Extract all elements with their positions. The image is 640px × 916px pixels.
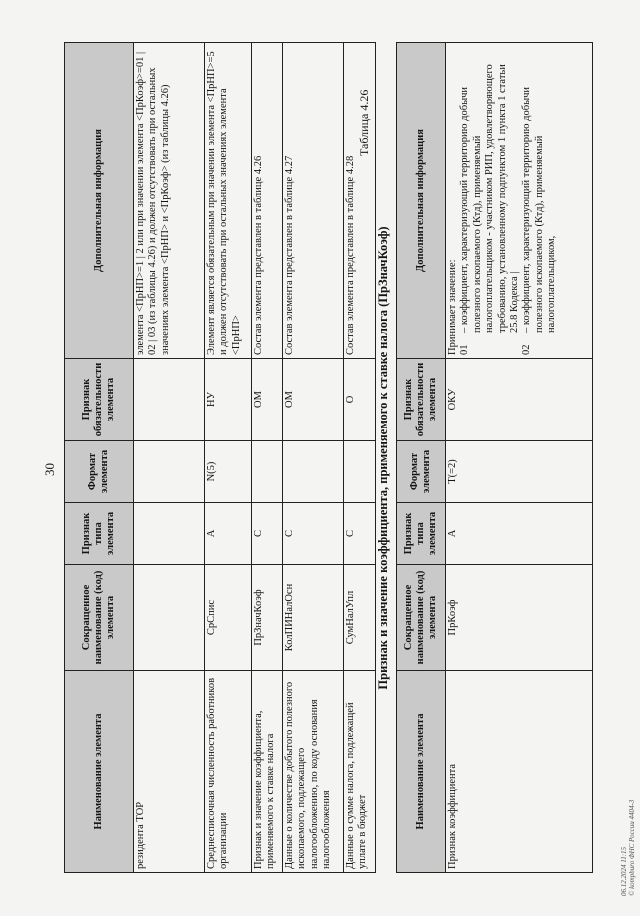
header-required: Признак обязательности элемента: [65, 359, 134, 441]
list-item: [521, 46, 558, 355]
item-number: 01: [459, 344, 471, 355]
header-type: Признак типа элемента: [65, 503, 134, 565]
cell-info: Состав элемента представлен в таблице 4.28: [344, 43, 376, 359]
table-row: [205, 43, 252, 873]
cell-info: [446, 43, 593, 359]
item-text: – коэффициент, характеризующий территорию добычи полезного ископаемого (Ктд), применяемый налогоплательщиком,: [521, 86, 557, 333]
table-header-row: [65, 43, 134, 873]
cell-info: Элемент является обязательным при значении элемента <ПрНП>=5 и должен отсутствовать при остальных значениях элемента <ПрНП>: [205, 43, 252, 359]
item-number: 02: [521, 344, 533, 355]
coefficient-table: [396, 42, 593, 873]
cell-code: СумНалУпл: [344, 565, 376, 671]
value-list: [459, 46, 558, 355]
cell-format: [283, 441, 344, 503]
print-stamp: [620, 800, 636, 896]
cell-format: N(5): [205, 441, 252, 503]
cell-info: элемента <ПрНП>=1 | 2 или при значении элемента <ПрКоэф>=01 | 02 | 03 (из таблицы 4.26) и должен отсутствовать при остальных значениях элемента <ПрНП> и <ПрКоэф> (из таблицы 4.26): [134, 43, 205, 359]
cell-name: Данные о сумме налога, подлежащей уплате в бюджет: [344, 671, 376, 873]
cell-type: [134, 503, 205, 565]
cell-info: Состав элемента представлен в таблице 4.27: [283, 43, 344, 359]
cell-format: [344, 441, 376, 503]
cell-info: Состав элемента представлен в таблице 4.26: [252, 43, 283, 359]
header-format: Формат элемента: [65, 441, 134, 503]
cell-required: ОКУ: [446, 359, 593, 441]
cell-code: ПрЗначКоэф: [252, 565, 283, 671]
table-caption: Таблица 4.26: [357, 89, 371, 156]
page-number: 30: [42, 463, 57, 476]
cell-format: T(=2): [446, 441, 593, 503]
cell-name: Признак коэффициента: [446, 671, 593, 873]
cell-type: С: [344, 503, 376, 565]
item-text: – коэффициент, характеризующий территорию добычи полезного ископаемого (Ктд), применяемый налогоплательщиком - участником РИП, удовлетворяющего требованию, установленному подпунктом 1 пункта 1 статьи 25.8 Кодекса |: [459, 64, 520, 333]
table-row: [446, 43, 593, 873]
table-header-row: [397, 43, 446, 873]
cell-name: Признак и значение коэффициента, применяемого к ставке налога: [252, 671, 283, 873]
stamp-date: 06.12.2024 11:15: [620, 846, 628, 896]
table-row: [252, 43, 283, 873]
header-name: Наименование элемента: [65, 671, 134, 873]
cell-code: СрСпис: [205, 565, 252, 671]
table-row: [134, 43, 205, 873]
header-info: Дополнительная информация: [397, 43, 446, 359]
header-type: Признак типа элемента: [397, 503, 446, 565]
list-item: [459, 46, 521, 355]
header-code: Сокращенное наименование (код) элемента: [397, 565, 446, 671]
cell-required: О: [344, 359, 376, 441]
header-name: Наименование элемента: [397, 671, 446, 873]
cell-type: А: [446, 503, 593, 565]
cell-name: резидента ТОР: [134, 671, 205, 873]
table-row: [344, 43, 376, 873]
cell-code: [134, 565, 205, 671]
cell-name: Среднесписочная численность работников организации: [205, 671, 252, 873]
cell-required: [134, 359, 205, 441]
elements-table: [64, 42, 376, 873]
header-required: Признак обязательности элемента: [397, 359, 446, 441]
header-format: Формат элемента: [397, 441, 446, 503]
cell-format: [134, 441, 205, 503]
cell-type: С: [283, 503, 344, 565]
cell-format: [252, 441, 283, 503]
cell-code: КолПИНалОсн: [283, 565, 344, 671]
cell-code: ПрКоэф: [446, 565, 593, 671]
cell-type: С: [252, 503, 283, 565]
info-intro: Принимает значение:: [447, 259, 458, 355]
stamp-source: © kompburo ФНС России 4404-3: [628, 799, 637, 896]
header-code: Сокращенное наименование (код) элемента: [65, 565, 134, 671]
cell-type: А: [205, 503, 252, 565]
table-row: [283, 43, 344, 873]
cell-required: НУ: [205, 359, 252, 441]
cell-name: Данные о количестве добытого полезного ископаемого, подлежащего налогообложению, по коду основания налогообложения: [283, 671, 344, 873]
header-info: Дополнительная информация: [65, 43, 134, 359]
cell-required: ОМ: [283, 359, 344, 441]
cell-required: ОМ: [252, 359, 283, 441]
table-title: Признак и значение коэффициента, применяемого к ставке налога (ПрЗначКоэф): [376, 226, 390, 690]
